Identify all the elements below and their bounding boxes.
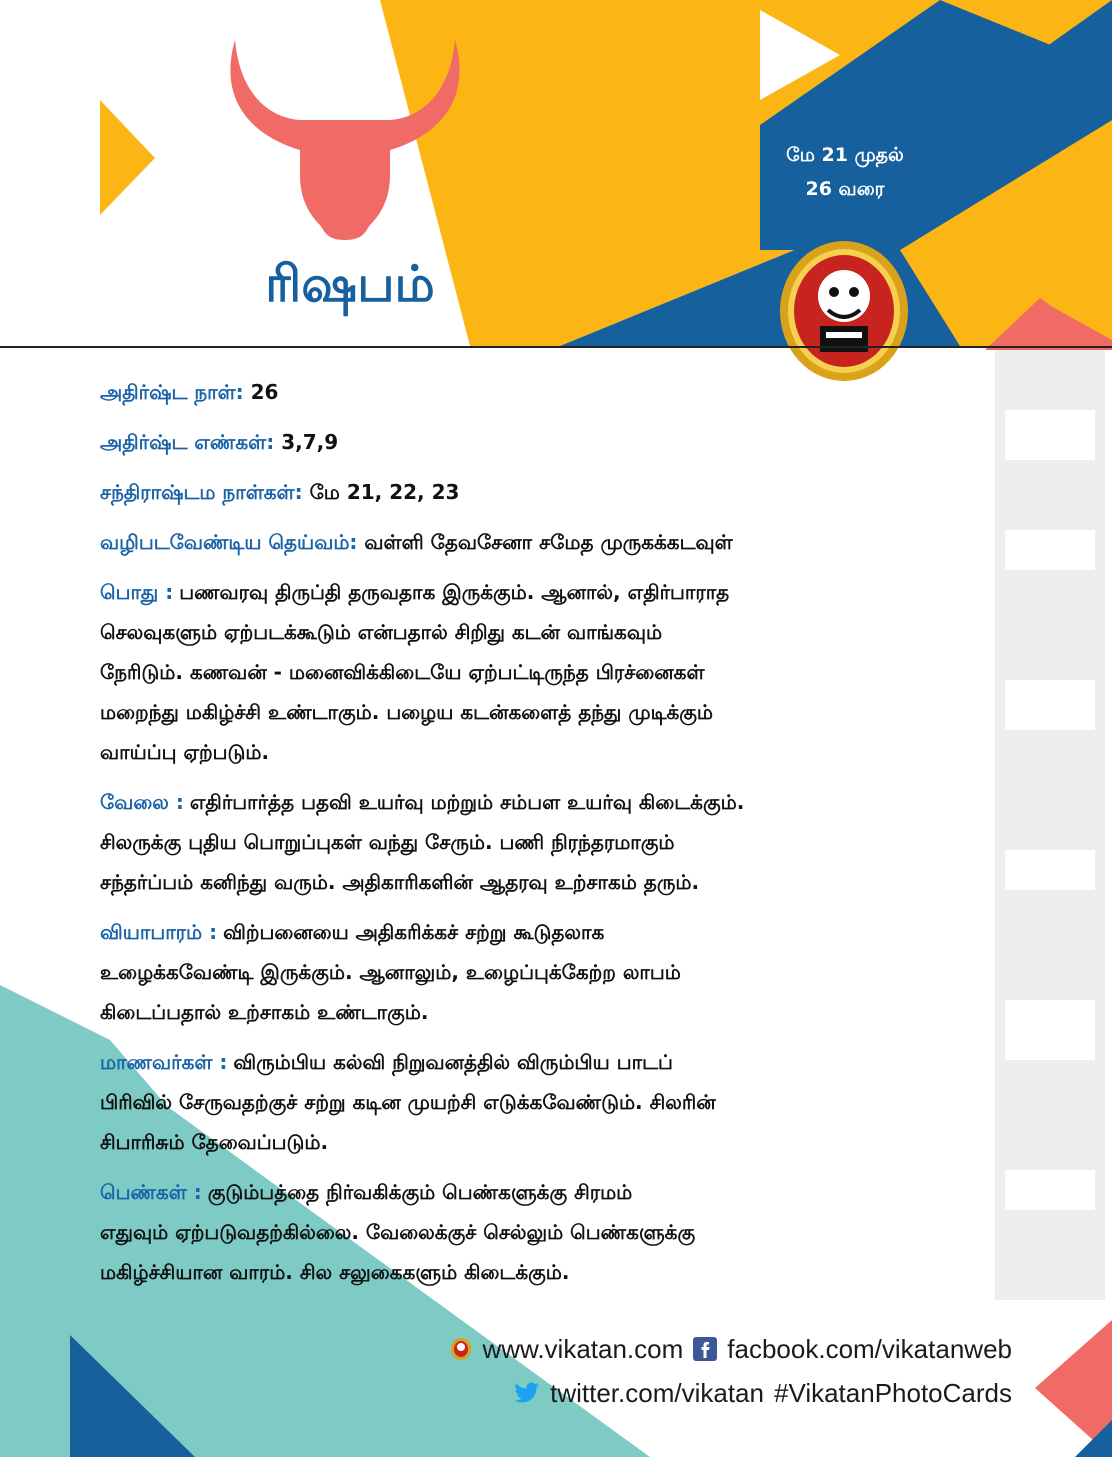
deity-value: வள்ளி தேவசேனா சமேத முருகக்கடவுள் — [364, 530, 733, 554]
deity — [100, 522, 890, 562]
chandrashtama-days — [100, 472, 890, 512]
footer-line-2 — [312, 1371, 1012, 1415]
section-general-line: பணவரவு திருப்தி தருவதாக இருக்கும். ஆனால், எதிர்பாராத — [179, 580, 730, 604]
section-women-label: பெண்கள் : — [100, 1180, 202, 1204]
lucky-day — [100, 372, 890, 412]
section-general-line: நேரிடும். கணவன் - மனைவிக்கிடையே ஏற்பட்டிருந்த பிரச்னைகள் — [100, 660, 705, 684]
section-students-line: பிரிவில் சேருவதற்குச் சற்று கடின முயற்சி எடுக்கவேண்டும். சிலரின் — [100, 1090, 716, 1114]
twitter-icon — [514, 1382, 540, 1404]
section-work-line: சந்தர்ப்பம் கனிந்து வரும். அதிகாரிகளின் ஆதரவு உற்சாகம் தரும். — [100, 870, 700, 894]
section-business-line: கிடைப்பதால் உற்சாகம் உண்டாகும். — [100, 1000, 429, 1024]
chandrashtama-value: மே 21, 22, 23 — [309, 480, 460, 504]
lucky-day-label: அதிர்ஷ்ட நாள்: — [100, 380, 244, 404]
vikatan-logo-icon — [450, 1337, 472, 1361]
section-business-line: விற்பனையை அதிகரிக்கச் சற்று கூடுதலாக — [223, 920, 605, 944]
section-women-line: மகிழ்ச்சியான வாரம். சில சலுகைகளும் கிடைக்கும். — [100, 1260, 570, 1284]
website-link[interactable]: www.vikatan.com — [482, 1333, 684, 1364]
section-work — [100, 782, 890, 902]
date-line-end: 26 வரை — [805, 178, 885, 200]
lucky-numbers-label: அதிர்ஷ்ட எண்கள்: — [100, 430, 275, 454]
deity-label: வழிபடவேண்டிய தெய்வம்: — [100, 530, 358, 554]
section-students-line: விரும்பிய கல்வி நிறுவனத்தில் விரும்பிய பாடப் — [233, 1050, 673, 1074]
lucky-numbers — [100, 422, 890, 462]
section-women-line: குடும்பத்தை நிர்வகிக்கும் பெண்களுக்கு சிரமம் — [207, 1180, 633, 1204]
horoscope-content — [100, 372, 890, 1302]
section-women-line: எதுவும் ஏற்படுவதற்கில்லை. வேலைக்குச் செல்லும் பெண்களுக்கு — [100, 1220, 696, 1244]
date-range — [760, 138, 930, 206]
footer-line-1 — [312, 1327, 1012, 1371]
section-work-label: வேலை : — [100, 790, 184, 814]
lucky-numbers-value: 3,7,9 — [281, 430, 339, 454]
date-line-start: மே 21 முதல் — [786, 144, 904, 166]
section-general-label: பொது : — [100, 580, 174, 604]
section-students-line: சிபாரிசும் தேவைப்படும். — [100, 1130, 329, 1154]
section-general-line: வாய்ப்பு ஏற்படும். — [100, 740, 270, 764]
hashtag[interactable]: #VikatanPhotoCards — [773, 1377, 1012, 1408]
section-general-line: செலவுகளும் ஏற்படக்கூடும் என்பதால் சிறிது கடன் வாங்கவும் — [100, 620, 663, 644]
facebook-icon — [693, 1337, 717, 1361]
section-work-line: எதிர்பார்த்த பதவி உயர்வு மற்றும் சம்பள உயர்வு கிடைக்கும். — [189, 790, 745, 814]
chandrashtama-label: சந்திராஷ்டம நாள்கள்: — [100, 480, 303, 504]
section-women — [100, 1172, 890, 1292]
twitter-link[interactable]: twitter.com/vikatan — [550, 1377, 764, 1408]
watermark-text — [985, 350, 1105, 1300]
section-business — [100, 912, 890, 1032]
vikatan-mascot-logo — [776, 238, 912, 384]
footer — [312, 1327, 1012, 1415]
header-divider — [0, 346, 1112, 348]
section-general-line: மறைந்து மகிழ்ச்சி உண்டாகும். பழைய கடன்களைத் தந்து முடிக்கும் — [100, 700, 714, 724]
section-general — [100, 572, 890, 772]
section-work-line: சிலருக்கு புதிய பொறுப்புகள் வந்து சேரும். பணி நிரந்தரமாகும் — [100, 830, 675, 854]
zodiac-title: ரிஷபம் — [265, 255, 435, 313]
lucky-day-value: 26 — [250, 380, 279, 404]
yellow-triangle-left — [100, 100, 155, 215]
section-business-label: வியாபாரம் : — [100, 920, 218, 944]
section-students — [100, 1042, 890, 1162]
section-business-line: உழைக்கவேண்டி இருக்கும். ஆனாலும், உழைப்புக்கேற்ற லாபம் — [100, 960, 681, 984]
section-students-label: மாணவர்கள் : — [100, 1050, 228, 1074]
facebook-link[interactable]: facbook.com/vikatanweb — [727, 1333, 1012, 1364]
